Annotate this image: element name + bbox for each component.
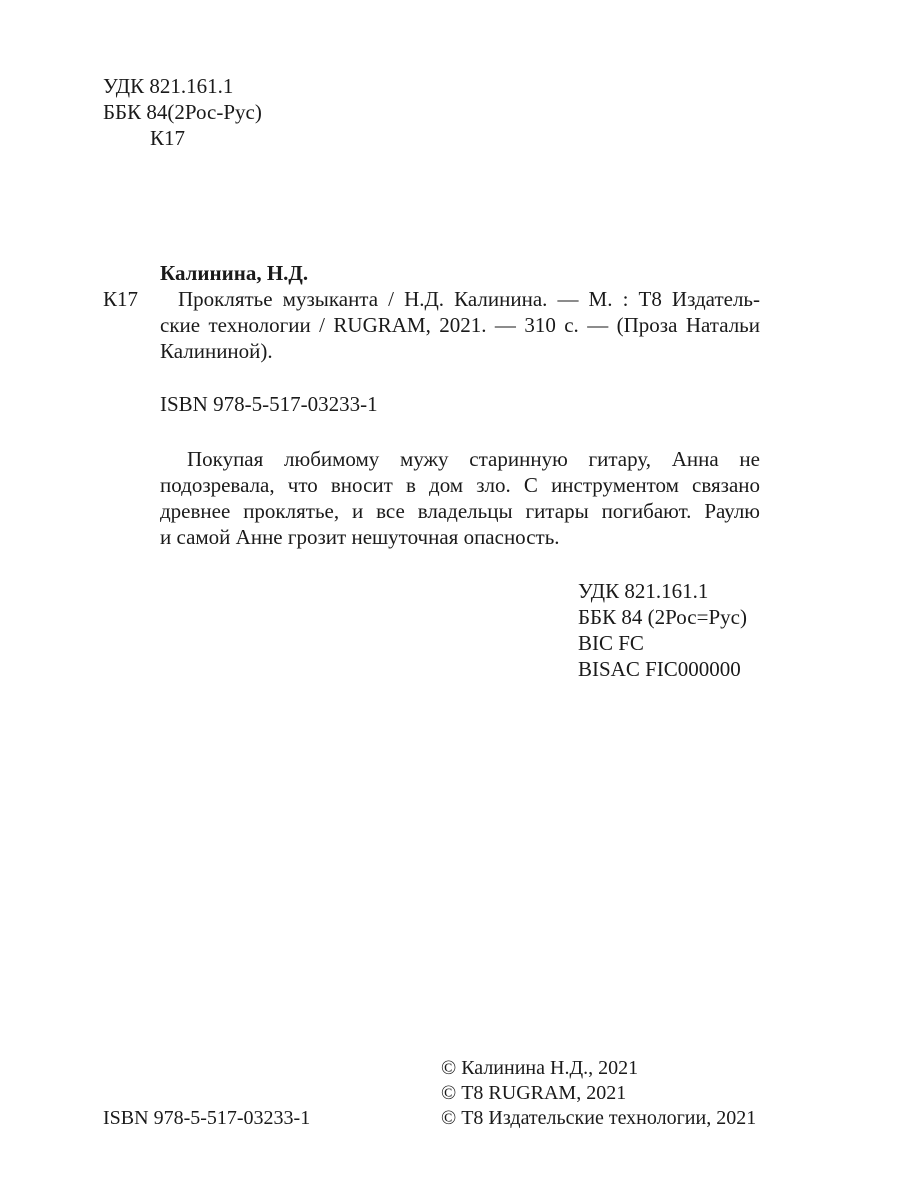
classification-udk: УДК 821.161.1 xyxy=(578,579,709,603)
copyright-rugram: © Т8 RUGRAM, 2021 xyxy=(441,1082,627,1104)
udk-code: УДК 821.161.1 xyxy=(103,74,234,98)
description-line: Проклятье музыканта / Н.Д. Калинина. — М. : Т8 Издатель- xyxy=(178,287,760,311)
classification-bisac: BISAC FIC000000 xyxy=(578,657,741,681)
classification-bic: BIC FC xyxy=(578,631,644,655)
author-name: Калинина, Н.Д. xyxy=(160,261,309,285)
annotation-line: древнее проклятье, и все владельцы гитары погибают. Раулю xyxy=(160,499,760,523)
copyright-author: © Калинина Н.Д., 2021 xyxy=(441,1057,639,1079)
annotation-line: и самой Анне грозит нешуточная опасность. xyxy=(160,525,560,549)
description-line: Калининой). xyxy=(160,339,273,363)
classification-bbk: ББК 84 (2Рос=Рус) xyxy=(578,605,747,629)
footer-isbn: ISBN 978-5-517-03233-1 xyxy=(103,1107,311,1129)
record-isbn: ISBN 978-5-517-03233-1 xyxy=(160,392,378,416)
record-author-sign: К17 xyxy=(103,287,139,311)
bbk-code: ББК 84(2Рос-Рус) xyxy=(103,100,262,124)
annotation-line: Покупая любимому мужу старинную гитару, Анна не xyxy=(187,447,760,471)
copyright-publisher: © Т8 Издательские технологии, 2021 xyxy=(441,1107,757,1129)
author-sign: К17 xyxy=(150,126,186,150)
description-line: ские технологии / RUGRAM, 2021. — 310 с. — (Проза Натальи xyxy=(160,313,760,337)
annotation-line: подозревала, что вносит в дом зло. С инструментом связано xyxy=(160,473,760,497)
